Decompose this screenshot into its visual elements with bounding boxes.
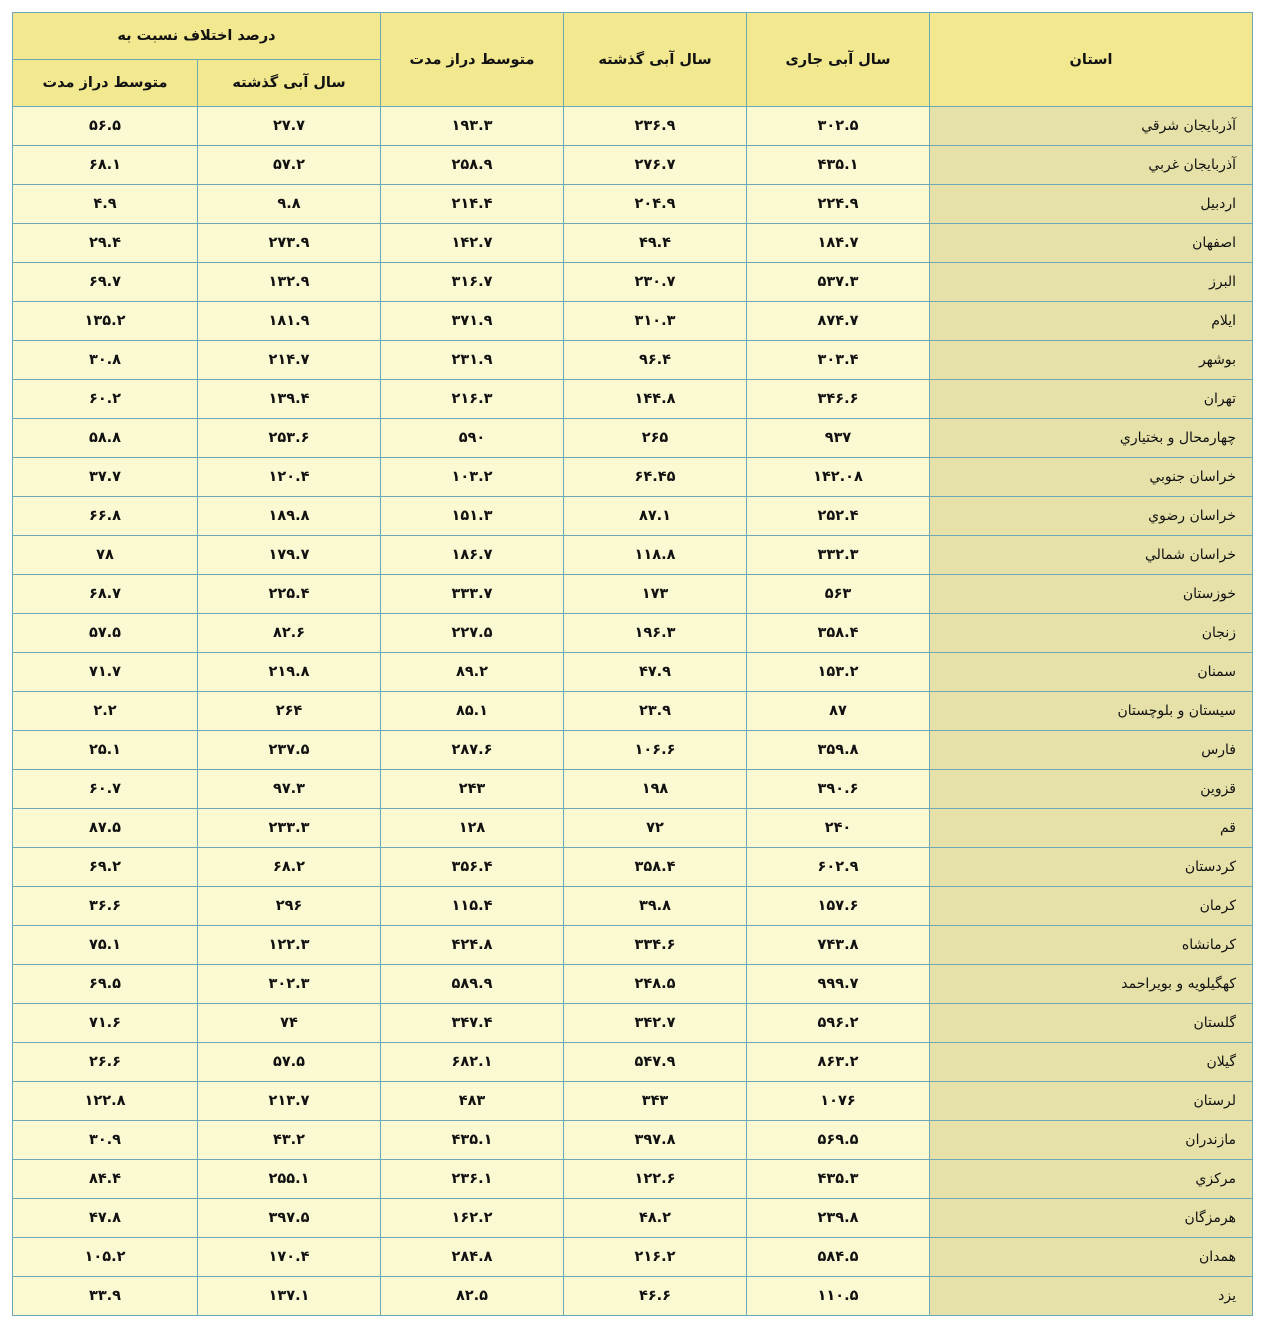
province-cell: مرکزي <box>930 1160 1253 1199</box>
previous-year-cell: ۳۱۰.۳ <box>564 302 747 341</box>
previous-year-cell: ۱۲۲.۶ <box>564 1160 747 1199</box>
diff-long-term-cell: ۳۷.۷ <box>13 458 198 497</box>
current-year-cell: ۲۵۲.۴ <box>747 497 930 536</box>
long-term-average-cell: ۱۰۳.۲ <box>381 458 564 497</box>
diff-previous-year-cell: ۲۱۳.۷ <box>198 1082 381 1121</box>
diff-long-term-cell: ۴.۹ <box>13 185 198 224</box>
diff-previous-year-cell: ۸۲.۶ <box>198 614 381 653</box>
current-year-cell: ۸۶۳.۲ <box>747 1043 930 1082</box>
diff-long-term-cell: ۷۵.۱ <box>13 926 198 965</box>
long-term-average-cell: ۲۴۳ <box>381 770 564 809</box>
previous-year-cell: ۲۳۶.۹ <box>564 107 747 146</box>
previous-year-cell: ۷۲ <box>564 809 747 848</box>
table-row <box>13 1121 1253 1160</box>
current-year-cell: ۳۵۸.۴ <box>747 614 930 653</box>
table-row <box>13 1082 1253 1121</box>
diff-previous-year-cell: ۲۱۴.۷ <box>198 341 381 380</box>
table-body <box>13 107 1253 1316</box>
current-year-cell: ۵۹۶.۲ <box>747 1004 930 1043</box>
long-term-average-cell: ۱۵۱.۳ <box>381 497 564 536</box>
current-year-cell: ۲۴۰ <box>747 809 930 848</box>
current-year-cell: ۱۵۳.۲ <box>747 653 930 692</box>
table-row <box>13 1238 1253 1277</box>
header-province: استان <box>930 13 1253 107</box>
current-year-cell: ۱۱۰.۵ <box>747 1277 930 1316</box>
long-term-average-cell: ۳۴۷.۴ <box>381 1004 564 1043</box>
current-year-cell: ۱۴۲.۰۸ <box>747 458 930 497</box>
table-row <box>13 653 1253 692</box>
diff-previous-year-cell: ۳۹۷.۵ <box>198 1199 381 1238</box>
diff-long-term-cell: ۲۵.۱ <box>13 731 198 770</box>
previous-year-cell: ۴۸.۲ <box>564 1199 747 1238</box>
table-row <box>13 1277 1253 1316</box>
province-cell: البرز <box>930 263 1253 302</box>
table-row <box>13 497 1253 536</box>
diff-previous-year-cell: ۲۹۶ <box>198 887 381 926</box>
current-year-cell: ۴۳۵.۳ <box>747 1160 930 1199</box>
diff-long-term-cell: ۱۲۲.۸ <box>13 1082 198 1121</box>
previous-year-cell: ۱۹۶.۳ <box>564 614 747 653</box>
province-cell: فارس <box>930 731 1253 770</box>
table-row <box>13 1199 1253 1238</box>
province-cell: زنجان <box>930 614 1253 653</box>
province-cell: خراسان شمالي <box>930 536 1253 575</box>
province-cell: خراسان رضوي <box>930 497 1253 536</box>
diff-long-term-cell: ۶۹.۷ <box>13 263 198 302</box>
diff-previous-year-cell: ۱۷۹.۷ <box>198 536 381 575</box>
previous-year-cell: ۴۷.۹ <box>564 653 747 692</box>
province-cell: قزوین <box>930 770 1253 809</box>
current-year-cell: ۲۳۹.۸ <box>747 1199 930 1238</box>
previous-year-cell: ۱۰۶.۶ <box>564 731 747 770</box>
long-term-average-cell: ۱۶۲.۲ <box>381 1199 564 1238</box>
diff-previous-year-cell: ۲۵۵.۱ <box>198 1160 381 1199</box>
diff-previous-year-cell: ۶۸.۲ <box>198 848 381 887</box>
diff-long-term-cell: ۷۱.۷ <box>13 653 198 692</box>
table-row <box>13 185 1253 224</box>
diff-long-term-cell: ۱۳۵.۲ <box>13 302 198 341</box>
current-year-cell: ۴۳۵.۱ <box>747 146 930 185</box>
header-long-term-average: متوسط دراز مدت <box>381 13 564 107</box>
long-term-average-cell: ۲۱۶.۳ <box>381 380 564 419</box>
header-diff-long-term: متوسط دراز مدت <box>13 60 198 107</box>
diff-long-term-cell: ۳۰.۹ <box>13 1121 198 1160</box>
table-row <box>13 965 1253 1004</box>
province-cell: گیلان <box>930 1043 1253 1082</box>
current-year-cell: ۳۰۳.۴ <box>747 341 930 380</box>
province-cell: کردستان <box>930 848 1253 887</box>
current-year-cell: ۵۶۹.۵ <box>747 1121 930 1160</box>
current-year-cell: ۵۳۷.۳ <box>747 263 930 302</box>
diff-previous-year-cell: ۲۱۹.۸ <box>198 653 381 692</box>
previous-year-cell: ۹۶.۴ <box>564 341 747 380</box>
diff-long-term-cell: ۶۶.۸ <box>13 497 198 536</box>
current-year-cell: ۳۵۹.۸ <box>747 731 930 770</box>
province-cell: کهگیلویه و بویراحمد <box>930 965 1253 1004</box>
province-cell: مازندران <box>930 1121 1253 1160</box>
long-term-average-cell: ۳۷۱.۹ <box>381 302 564 341</box>
table-row <box>13 302 1253 341</box>
diff-previous-year-cell: ۲۶۴ <box>198 692 381 731</box>
long-term-average-cell: ۱۱۵.۴ <box>381 887 564 926</box>
current-year-cell: ۵۶۳ <box>747 575 930 614</box>
current-year-cell: ۹۹۹.۷ <box>747 965 930 1004</box>
long-term-average-cell: ۵۸۹.۹ <box>381 965 564 1004</box>
long-term-average-cell: ۵۹۰ <box>381 419 564 458</box>
long-term-average-cell: ۱۴۲.۷ <box>381 224 564 263</box>
table-row <box>13 419 1253 458</box>
long-term-average-cell: ۳۵۶.۴ <box>381 848 564 887</box>
diff-previous-year-cell: ۷۴ <box>198 1004 381 1043</box>
diff-previous-year-cell: ۱۲۲.۳ <box>198 926 381 965</box>
diff-long-term-cell: ۶۹.۵ <box>13 965 198 1004</box>
table-row <box>13 809 1253 848</box>
long-term-average-cell: ۲۵۸.۹ <box>381 146 564 185</box>
diff-long-term-cell: ۸۷.۵ <box>13 809 198 848</box>
province-cell: بوشهر <box>930 341 1253 380</box>
previous-year-cell: ۲۰۴.۹ <box>564 185 747 224</box>
table-row <box>13 887 1253 926</box>
long-term-average-cell: ۴۲۴.۸ <box>381 926 564 965</box>
previous-year-cell: ۱۹۸ <box>564 770 747 809</box>
diff-long-term-cell: ۷۸ <box>13 536 198 575</box>
previous-year-cell: ۱۴۴.۸ <box>564 380 747 419</box>
previous-year-cell: ۶۴.۴۵ <box>564 458 747 497</box>
current-year-cell: ۳۳۲.۳ <box>747 536 930 575</box>
header-previous-year: سال آبی گذشته <box>564 13 747 107</box>
table-row <box>13 1043 1253 1082</box>
diff-previous-year-cell: ۱۷۰.۴ <box>198 1238 381 1277</box>
previous-year-cell: ۳۹۷.۸ <box>564 1121 747 1160</box>
current-year-cell: ۱۰۷۶ <box>747 1082 930 1121</box>
table-row <box>13 146 1253 185</box>
previous-year-cell: ۴۶.۶ <box>564 1277 747 1316</box>
table-row <box>13 926 1253 965</box>
previous-year-cell: ۱۷۳ <box>564 575 747 614</box>
long-term-average-cell: ۲۳۶.۱ <box>381 1160 564 1199</box>
current-year-cell: ۳۰۲.۵ <box>747 107 930 146</box>
previous-year-cell: ۲۳.۹ <box>564 692 747 731</box>
previous-year-cell: ۴۹.۴ <box>564 224 747 263</box>
previous-year-cell: ۲۷۶.۷ <box>564 146 747 185</box>
table-row <box>13 224 1253 263</box>
diff-previous-year-cell: ۴۳.۲ <box>198 1121 381 1160</box>
province-cell: تهران <box>930 380 1253 419</box>
diff-previous-year-cell: ۲۷.۷ <box>198 107 381 146</box>
long-term-average-cell: ۲۸۴.۸ <box>381 1238 564 1277</box>
diff-long-term-cell: ۵۸.۸ <box>13 419 198 458</box>
table-row <box>13 107 1253 146</box>
table-row <box>13 263 1253 302</box>
previous-year-cell: ۲۳۰.۷ <box>564 263 747 302</box>
long-term-average-cell: ۶۸۲.۱ <box>381 1043 564 1082</box>
current-year-cell: ۱۵۷.۶ <box>747 887 930 926</box>
diff-previous-year-cell: ۵۷.۵ <box>198 1043 381 1082</box>
table-row <box>13 458 1253 497</box>
table-row <box>13 848 1253 887</box>
current-year-cell: ۸۷ <box>747 692 930 731</box>
rainfall-table <box>12 12 1253 1316</box>
long-term-average-cell: ۸۵.۱ <box>381 692 564 731</box>
diff-previous-year-cell: ۱۲۰.۴ <box>198 458 381 497</box>
diff-long-term-cell: ۶۸.۱ <box>13 146 198 185</box>
diff-long-term-cell: ۳۶.۶ <box>13 887 198 926</box>
long-term-average-cell: ۱۸۶.۷ <box>381 536 564 575</box>
province-cell: خراسان جنوبي <box>930 458 1253 497</box>
table-row <box>13 770 1253 809</box>
province-cell: کرمان <box>930 887 1253 926</box>
previous-year-cell: ۲۶۵ <box>564 419 747 458</box>
province-cell: هرمزگان <box>930 1199 1253 1238</box>
table-row <box>13 341 1253 380</box>
diff-previous-year-cell: ۵۷.۲ <box>198 146 381 185</box>
header-difference-group: درصد اختلاف نسبت به <box>13 13 381 60</box>
current-year-cell: ۳۹۰.۶ <box>747 770 930 809</box>
province-cell: خوزستان <box>930 575 1253 614</box>
current-year-cell: ۹۳۷ <box>747 419 930 458</box>
table-row <box>13 614 1253 653</box>
province-cell: سمنان <box>930 653 1253 692</box>
long-term-average-cell: ۲۱۴.۴ <box>381 185 564 224</box>
diff-long-term-cell: ۱۰۵.۲ <box>13 1238 198 1277</box>
province-cell: ایلام <box>930 302 1253 341</box>
previous-year-cell: ۲۱۶.۲ <box>564 1238 747 1277</box>
diff-long-term-cell: ۷۱.۶ <box>13 1004 198 1043</box>
long-term-average-cell: ۴۸۳ <box>381 1082 564 1121</box>
long-term-average-cell: ۲۳۱.۹ <box>381 341 564 380</box>
diff-long-term-cell: ۶۰.۲ <box>13 380 198 419</box>
province-cell: همدان <box>930 1238 1253 1277</box>
current-year-cell: ۱۸۴.۷ <box>747 224 930 263</box>
current-year-cell: ۲۲۴.۹ <box>747 185 930 224</box>
diff-long-term-cell: ۶۸.۷ <box>13 575 198 614</box>
current-year-cell: ۶۰۲.۹ <box>747 848 930 887</box>
diff-previous-year-cell: ۱۳۷.۱ <box>198 1277 381 1316</box>
long-term-average-cell: ۱۲۸ <box>381 809 564 848</box>
table-row <box>13 536 1253 575</box>
province-cell: لرستان <box>930 1082 1253 1121</box>
table-row <box>13 731 1253 770</box>
diff-previous-year-cell: ۲۵۳.۶ <box>198 419 381 458</box>
long-term-average-cell: ۲۸۷.۶ <box>381 731 564 770</box>
province-cell: سیستان و بلوچستان <box>930 692 1253 731</box>
table-row <box>13 575 1253 614</box>
diff-long-term-cell: ۵۷.۵ <box>13 614 198 653</box>
diff-long-term-cell: ۶۰.۷ <box>13 770 198 809</box>
long-term-average-cell: ۸۹.۲ <box>381 653 564 692</box>
previous-year-cell: ۸۷.۱ <box>564 497 747 536</box>
previous-year-cell: ۳۴۲.۷ <box>564 1004 747 1043</box>
table-row <box>13 692 1253 731</box>
diff-long-term-cell: ۴۷.۸ <box>13 1199 198 1238</box>
diff-long-term-cell: ۲.۲ <box>13 692 198 731</box>
table-row <box>13 1004 1253 1043</box>
previous-year-cell: ۳۹.۸ <box>564 887 747 926</box>
table-row <box>13 380 1253 419</box>
long-term-average-cell: ۳۱۶.۷ <box>381 263 564 302</box>
province-cell: اردبیل <box>930 185 1253 224</box>
current-year-cell: ۳۴۶.۶ <box>747 380 930 419</box>
long-term-average-cell: ۴۳۵.۱ <box>381 1121 564 1160</box>
long-term-average-cell: ۱۹۳.۳ <box>381 107 564 146</box>
diff-previous-year-cell: ۱۸۱.۹ <box>198 302 381 341</box>
province-cell: آذربایجان غربي <box>930 146 1253 185</box>
table-row <box>13 1160 1253 1199</box>
diff-long-term-cell: ۳۳.۹ <box>13 1277 198 1316</box>
header-diff-previous-year: سال آبی گذشته <box>198 60 381 107</box>
current-year-cell: ۵۸۴.۵ <box>747 1238 930 1277</box>
diff-previous-year-cell: ۱۳۹.۴ <box>198 380 381 419</box>
previous-year-cell: ۳۳۴.۶ <box>564 926 747 965</box>
table-header <box>13 13 1253 107</box>
diff-long-term-cell: ۲۶.۶ <box>13 1043 198 1082</box>
diff-previous-year-cell: ۹۷.۳ <box>198 770 381 809</box>
previous-year-cell: ۱۱۸.۸ <box>564 536 747 575</box>
diff-previous-year-cell: ۱۸۹.۸ <box>198 497 381 536</box>
current-year-cell: ۷۴۳.۸ <box>747 926 930 965</box>
long-term-average-cell: ۳۳۳.۷ <box>381 575 564 614</box>
diff-previous-year-cell: ۱۳۲.۹ <box>198 263 381 302</box>
previous-year-cell: ۳۴۳ <box>564 1082 747 1121</box>
diff-previous-year-cell: ۲۲۵.۴ <box>198 575 381 614</box>
diff-previous-year-cell: ۹.۸ <box>198 185 381 224</box>
diff-long-term-cell: ۸۴.۴ <box>13 1160 198 1199</box>
previous-year-cell: ۳۵۸.۴ <box>564 848 747 887</box>
diff-long-term-cell: ۳۰.۸ <box>13 341 198 380</box>
diff-previous-year-cell: ۳۰۲.۳ <box>198 965 381 1004</box>
province-cell: اصفهان <box>930 224 1253 263</box>
header-current-year: سال آبی جاری <box>747 13 930 107</box>
province-cell: گلستان <box>930 1004 1253 1043</box>
diff-previous-year-cell: ۲۷۳.۹ <box>198 224 381 263</box>
province-cell: قم <box>930 809 1253 848</box>
current-year-cell: ۸۷۴.۷ <box>747 302 930 341</box>
diff-long-term-cell: ۵۶.۵ <box>13 107 198 146</box>
province-cell: آذربایجان شرقي <box>930 107 1253 146</box>
diff-previous-year-cell: ۲۳۷.۵ <box>198 731 381 770</box>
diff-previous-year-cell: ۲۳۳.۳ <box>198 809 381 848</box>
diff-long-term-cell: ۲۹.۴ <box>13 224 198 263</box>
long-term-average-cell: ۲۲۷.۵ <box>381 614 564 653</box>
previous-year-cell: ۲۴۸.۵ <box>564 965 747 1004</box>
long-term-average-cell: ۸۲.۵ <box>381 1277 564 1316</box>
province-cell: چهارمحال و بختیاري <box>930 419 1253 458</box>
province-cell: یزد <box>930 1277 1253 1316</box>
previous-year-cell: ۵۴۷.۹ <box>564 1043 747 1082</box>
diff-long-term-cell: ۶۹.۲ <box>13 848 198 887</box>
province-cell: کرمانشاه <box>930 926 1253 965</box>
